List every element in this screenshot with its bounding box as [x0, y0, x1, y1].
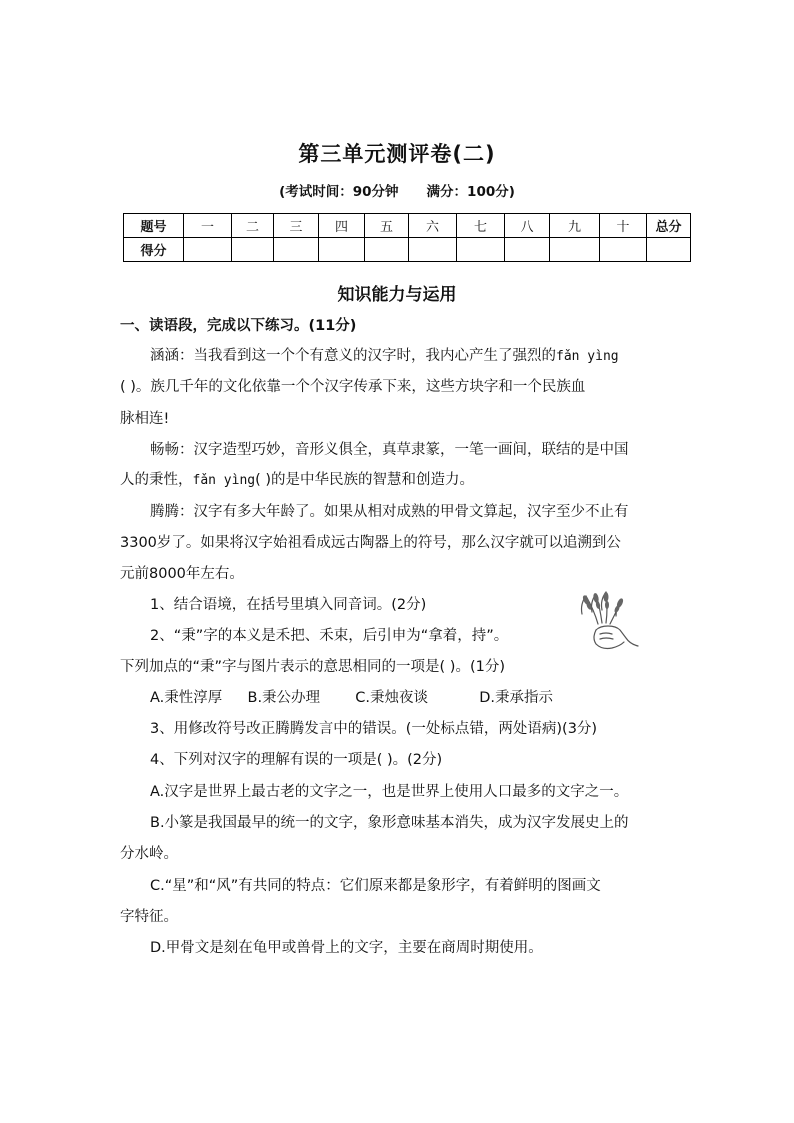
table-cell: 三 — [274, 214, 319, 238]
sub-question-1: 1、结合语境，在括号里填入同音词。(2分) — [150, 597, 427, 613]
table-cell: 十 — [600, 214, 647, 238]
sub-question-4: 4、下列对汉字的理解有误的一项是( )。(2分) — [150, 752, 443, 768]
option-d-text: D.甲骨文是刻在龟甲或兽骨上的文字，主要在商周时期使用。 — [150, 940, 543, 956]
score-cell — [550, 238, 600, 262]
score-table-header-row — [124, 214, 691, 238]
option-d: D.秉承指示 — [479, 690, 554, 706]
score-cell — [319, 238, 365, 262]
paragraph-line: 脉相连! — [120, 411, 170, 427]
table-cell: 得分 — [124, 238, 184, 262]
table-cell: 五 — [365, 214, 409, 238]
table-cell: 七 — [457, 214, 505, 238]
table-cell: 一 — [184, 214, 232, 238]
table-cell: 四 — [319, 214, 365, 238]
score-cell — [600, 238, 647, 262]
score-cell — [409, 238, 457, 262]
option-a-text: A.汉字是世界上最古老的文字之一，也是世界上使用人口最多的文字之一。 — [150, 784, 629, 800]
section-title: 知识能力与运用 — [337, 285, 457, 305]
table-cell: 总分 — [647, 214, 691, 238]
option-a: A.秉性淳厚 — [150, 690, 223, 706]
score-cell — [647, 238, 691, 262]
score-table — [123, 213, 691, 262]
sub-question-2: 2、“秉”字的本义是禾把、禾束，后引申为“拿着，持”。 — [150, 628, 509, 644]
exam-info — [0, 180, 794, 200]
score-cell — [365, 238, 409, 262]
pinyin: fǎn yìng — [192, 473, 256, 488]
option-b-text-cont: 分水岭。 — [120, 846, 178, 862]
exam-full-score: 满分：100分) — [426, 184, 515, 200]
option-c-text-cont: 字特征。 — [120, 909, 178, 925]
hand-holding-grain-image — [576, 590, 646, 658]
score-cell — [457, 238, 505, 262]
pinyin: fǎn yìng — [556, 349, 619, 364]
paragraph-line: 腾腾：汉字有多大年龄了。如果从相对成熟的甲骨文算起，汉字至少不止有 — [150, 504, 629, 520]
sub-question-2-options — [120, 688, 710, 708]
score-table-score-row — [124, 238, 691, 262]
score-cell — [274, 238, 319, 262]
page-title: 第三单元测评卷(二) — [298, 142, 496, 166]
option-c-text: C.“星”和“风”有共同的特点：它们原来都是象形字，有着鲜明的图画文 — [150, 878, 601, 894]
option-c: C.秉烛夜谈 — [355, 690, 429, 706]
score-cell — [232, 238, 274, 262]
score-cell — [184, 238, 232, 262]
paragraph-line: 元前8000年左右。 — [120, 566, 244, 582]
table-cell: 题号 — [124, 214, 184, 238]
exam-time: (考试时间：90分钟 — [279, 184, 399, 200]
question-1-title: 一、读语段，完成以下练习。(11分) — [120, 318, 357, 334]
sub-question-3: 3、用修改符号改正腾腾发言中的错误。(一处标点错，两处语病)(3分) — [150, 721, 598, 737]
table-cell: 八 — [505, 214, 550, 238]
table-cell: 二 — [232, 214, 274, 238]
paragraph-line: ( )。族几千年的文化依靠一个个汉字传承下来，这些方块字和一个民族血 — [120, 379, 586, 395]
sub-question-2-cont: 下列加点的“秉”字与图片表示的意思相同的一项是( )。(1分) — [120, 659, 505, 675]
score-cell — [505, 238, 550, 262]
option-b: B.秉公办理 — [247, 690, 321, 706]
paragraph-line: 3300岁了。如果将汉字始祖看成远古陶器上的符号，那么汉字就可以追溯到公 — [120, 535, 621, 551]
paragraph-line: 涵涵：当我看到这一个个有意义的汉字时，我内心产生了强烈的fǎn yìng — [150, 348, 619, 364]
paragraph-line: 人的秉性，fǎn yìng( )的是中华民族的智慧和创造力。 — [120, 472, 475, 488]
table-cell: 九 — [550, 214, 600, 238]
option-b-text: B.小篆是我国最早的统一的文字，象形意味基本消失，成为汉字发展史上的 — [150, 815, 629, 831]
table-cell: 六 — [409, 214, 457, 238]
paragraph-line: 畅畅：汉字造型巧妙，音形义俱全，真草隶篆，一笔一画间，联结的是中国 — [150, 442, 629, 458]
